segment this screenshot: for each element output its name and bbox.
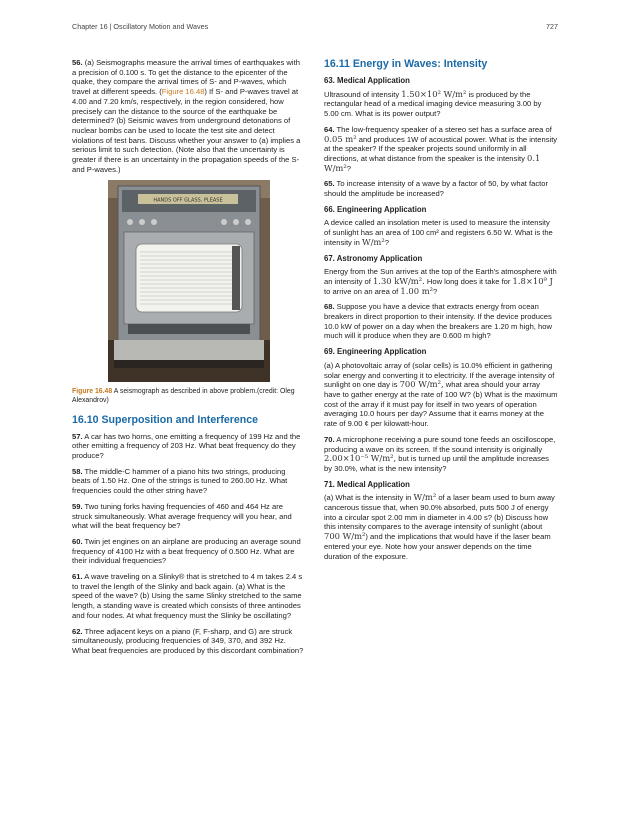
problem-71: (a) What is the intensity in W/m² of a laser beam used to burn away cancerous tissue that, when 90.0% absorbed, puts 500 J of energy into a circular spot 2.00 mm in diameter in 4.00 s? (b) Discuss how this intensity compares to the average intensity of sunlight (about 700 W/m²) and the implications that would have if the laser beam entered your eye. Note how your answer depends on the time duration of the exposure. — [324, 492, 555, 561]
problem-63-title: 63. Medical Application — [324, 76, 410, 85]
seismograph-figure — [108, 180, 270, 382]
problem-65: 65. To increase intensity of a wave by a factor of 50, by what factor should the amplitude be increased? — [324, 179, 549, 199]
problem-63: Ultrasound of intensity 1.50×10² W/m² is produced by the rectangular head of a medical imaging device measuring 3.00 by 5.00 cm. What is its power output? — [324, 88, 542, 119]
problem-67: Energy from the Sun arrives at the top of the Earth's atmosphere with an intensity of 1.30 kW/m². How long does it take for 1.8×10⁹ J to arrive on an area of 1.00 m²? — [324, 267, 557, 296]
section-heading: 16.11 Energy in Waves: Intensity — [324, 58, 488, 70]
problem-61: 61. A wave traveling on a Slinky® that is stretched to 4 m takes 2.4 s to travel the length of the Slinky and back again. (a) What is the speed of the wave? (b) Using the same Slinky stretched to the same length, a standing wave is created which consists of three antinodes and four nodes. At what frequency must the Slinky be oscillating? — [72, 572, 303, 620]
problem-56: 56. (a) Seismographs measure the arrival times of earthquakes with a precision of 0.100 s. To get the distance to the epicenter of the quake, they compare the arrival times of S- and P-waves, which travel at different speeds. (Figure 16.48) If S- and P-waves travel at 4.00 and 7.20 km/s, respectively, in the region considered, how precisely can the distance to the source of the earthquake be determined? (b) Seismic waves from underground detonations of nuclear bombs can be used to locate the test site and detect violations of test bans. Discuss whether your answer to (a) implies a serious limit to such detection. (Note also that the uncertainty is greater if there is an uncertainty in the propagation speeds of the S- and P-waves.) — [72, 58, 301, 174]
problem-70: 70. A microphone receiving a pure sound tone feeds an oscilloscope, producing a wave on its screen. If the sound intensity is originally 2.00×10⁻⁵ W/m², but is turned up until the amplitude increases by 30.0%, what is the new intensity? — [324, 434, 556, 473]
problem-58: 58. The middle-C hammer of a piano hits two strings, producing beats of 1.50 Hz. One of the strings is tuned to 260.00 Hz. What frequencies could the other string have? — [72, 466, 288, 496]
figure-caption: Figure 16.48 A seismograph as described in above problem.(credit: Oleg Alexandrov) — [72, 388, 295, 405]
problem-59: 59. Two tuning forks having frequencies of 460 and 464 Hz are struck simultaneously. What average frequency will you hear, and what will the beat frequency be? — [72, 501, 292, 531]
sign-text: HANDS OFF GLASS, PLEASE — [153, 197, 223, 204]
problem-60: 60. Twin jet engines on an airplane are producing an average sound frequency of 4100 Hz with a beat frequency of 0.500 Hz. What are their individual frequencies? — [72, 536, 301, 566]
problem-62: 62. Three adjacent keys on a piano (F, F-sharp, and G) are struck simultaneously, producing frequencies of 349, 370, and 392 Hz. What beat frequencies are produced by this discordant combination? — [72, 626, 304, 655]
section-heading: 16.10 Superposition and Interference — [72, 413, 259, 426]
seismograph-photo — [108, 180, 270, 382]
problem-68: 68. Suppose you have a device that extracts energy from ocean breakers in direct proportion to their intensity. If the device produces 10.0 kW of power on a day when the breakers are 1.20 m high, how much will it produce when they are 0.600 m high? — [324, 302, 552, 341]
problem-66: A device called an insolation meter is used to measure the intensity of sunlight has an area of 100 cm² and registers 6.50 W. What is the intensity in W/m²? — [324, 218, 553, 247]
problem-64: 64. The low-frequency speaker of a stereo set has a surface area of 0.05 m² and produces 1W of acoustical power. What is the intensity at the speaker? If the speaker projects sound uniformly in all directions, at what distance from the speaker is the intensity 0.1 W/m²? — [324, 124, 558, 173]
problem-69: (a) A photovoltaic array of (solar cells) is 10.0% efficient in gathering solar energy and converting it to electricity. If the average intensity of sunlight on one day is 700 W/m², what area should your array have to gather energy at the rate of 100 W? (b) What is the maximum cost of the array if it must pay for itself in two years of operation averaging 10.0 hours per day? Assume that it earns money at the rate of 9.00 ¢ per kilowatt-hour. — [324, 360, 558, 429]
right-column — [324, 58, 558, 567]
page-header — [72, 22, 558, 34]
problem-71-title: 71. Medical Application — [324, 479, 410, 489]
problem-66-title: 66. Engineering Application — [324, 204, 427, 214]
left-column — [72, 58, 304, 662]
page-number: 727 — [546, 22, 558, 31]
problem-57: 57. A car has two horns, one emitting a frequency of 199 Hz and the other emitting a frequency of 203 Hz. What beat frequency do they produce? — [72, 431, 301, 461]
problem-69-title: 69. Engineering Application — [324, 347, 427, 357]
figure-link[interactable]: Figure 16.48 — [161, 87, 205, 97]
problem-67-title: 67. Astronomy Application — [324, 253, 423, 263]
chapter-title: Chapter 16 | Oscillatory Motion and Waves — [72, 22, 209, 31]
